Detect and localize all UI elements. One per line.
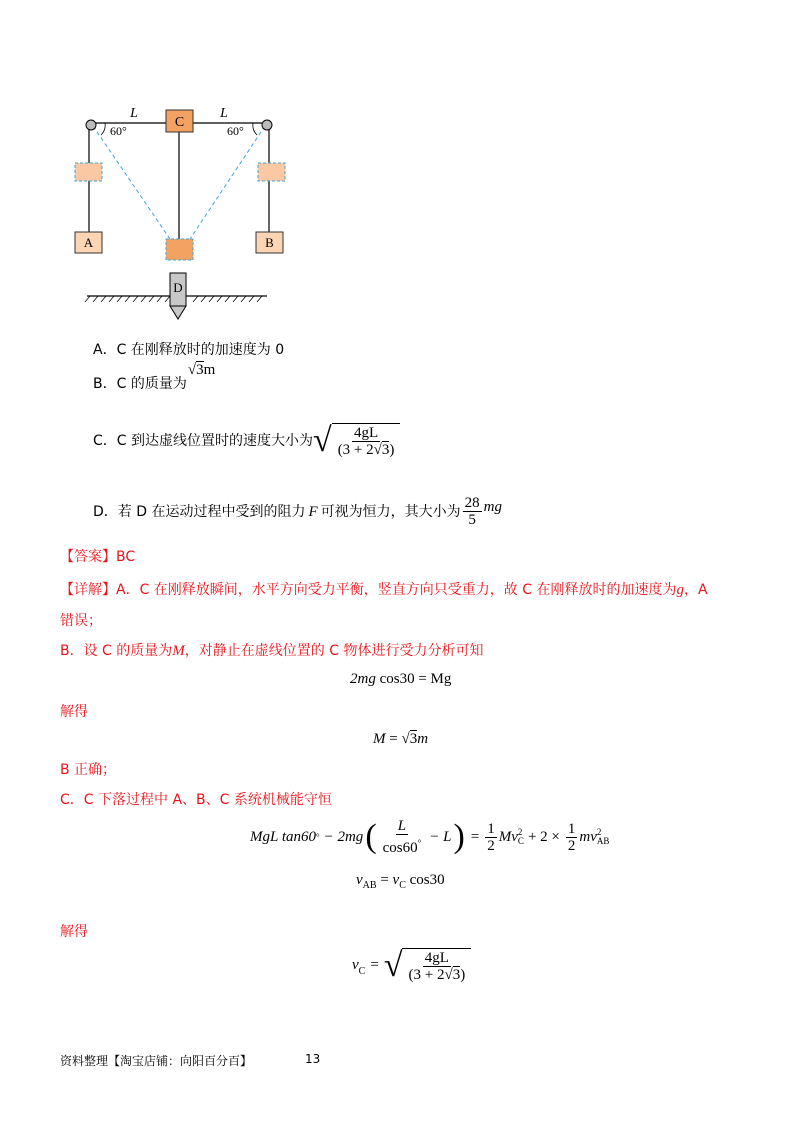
solve-label-1: 解得: [60, 704, 88, 720]
option-d-mid: 可视为恒力，其大小为: [320, 503, 461, 520]
dashed-line-right: [190, 126, 265, 239]
angle-arc-right: [253, 123, 257, 135]
option-d: [93, 495, 502, 528]
radical-numerator: 4gL: [353, 425, 379, 441]
explain-a-line2: 错误；: [60, 613, 102, 629]
explain-b-line: B．设 C 的质量为M，对静止在虚线位置的 C 物体进行受力分析可知: [60, 643, 484, 659]
final-radical: √ $\frac{4gL}{(3 + 2√3)}$: [384, 948, 471, 983]
stake-d-label: D: [173, 280, 183, 295]
explain-c-line: C．C 下落过程中 A、B、C 系统机械能守恒: [60, 792, 332, 808]
block-c-label: C: [174, 115, 185, 130]
explain-label: 【详解】: [60, 582, 116, 598]
pulley-right: [262, 120, 272, 130]
sqrt-symbol: √: [187, 362, 197, 378]
answer-line: [60, 548, 135, 566]
equation-final-velocity: v $_C$ = √ $\frac{4gL}{(3 + 2√3)}$: [352, 948, 471, 983]
block-b-dashed: [258, 163, 285, 181]
option-c-prefix: C．C 到达虚线位置时的速度大小为: [93, 432, 314, 449]
block-a-dashed: [75, 163, 102, 181]
solve-label-2: 解得: [60, 924, 88, 940]
option-b-value: √3m: [187, 362, 216, 378]
equation-energy: MgL tan60 ° − 2mg ( $\frac{L}{\cos 60^\circ}$ − L ) = $\frac{1}{2}$ Mv 2 C + 2 × $\frac{1}{2}$ mv 2 AB: [250, 818, 610, 856]
page-number: 13: [305, 1052, 321, 1066]
option-d-unit: mg: [483, 498, 502, 515]
length-label-right: L: [220, 106, 228, 121]
angle-label-left: 60°: [110, 124, 127, 138]
block-b-label: B: [265, 235, 274, 250]
answer-label: 【答案】: [60, 549, 116, 565]
option-d-f: F: [308, 503, 318, 520]
angle-label-right: 60°: [227, 124, 244, 138]
physics-diagram: [60, 95, 290, 330]
option-a: A．C 在刚释放时的加速度为 0: [93, 342, 285, 358]
pulley-left: [86, 120, 96, 130]
block-a-label: A: [83, 235, 94, 250]
option-d-prefix: D．若 D 在运动过程中受到的阻力: [93, 503, 306, 520]
radical-denominator: (3 + 2√3): [337, 442, 395, 458]
footer-source: 资料整理【淘宝店铺：向阳百分百】: [60, 1054, 253, 1068]
equation-velocity-relation: $v_{AB} = v_C$ cos30: [356, 872, 445, 891]
option-d-fraction: $\frac{28}{5}$: [464, 495, 480, 528]
angle-arc-left: [101, 123, 105, 135]
equation-force-balance: 2mg cos30 = Mg: [350, 671, 452, 687]
dashed-line-left: [93, 126, 170, 239]
explain-b-correct: B 正确；: [60, 762, 117, 778]
option-b: [93, 362, 216, 393]
equation-mass: M = √3m: [373, 731, 429, 747]
option-c-radical: [313, 423, 400, 458]
sqrt-symbol: √: [313, 422, 332, 459]
sqrt-symbol: √: [383, 947, 403, 984]
option-c: [93, 423, 400, 458]
option-b-prefix: B．C 的质量为: [93, 376, 187, 392]
stake-d-tip: [170, 306, 186, 319]
length-label-left: L: [130, 106, 138, 121]
explain-a-line1: 【详解】A．C 在刚释放瞬间，水平方向受力平衡，竖直方向只受重力，故 C 在刚释放时的加速度为g，A: [60, 582, 708, 598]
block-c-dashed: [166, 239, 193, 260]
answer-value: BC: [116, 549, 136, 565]
